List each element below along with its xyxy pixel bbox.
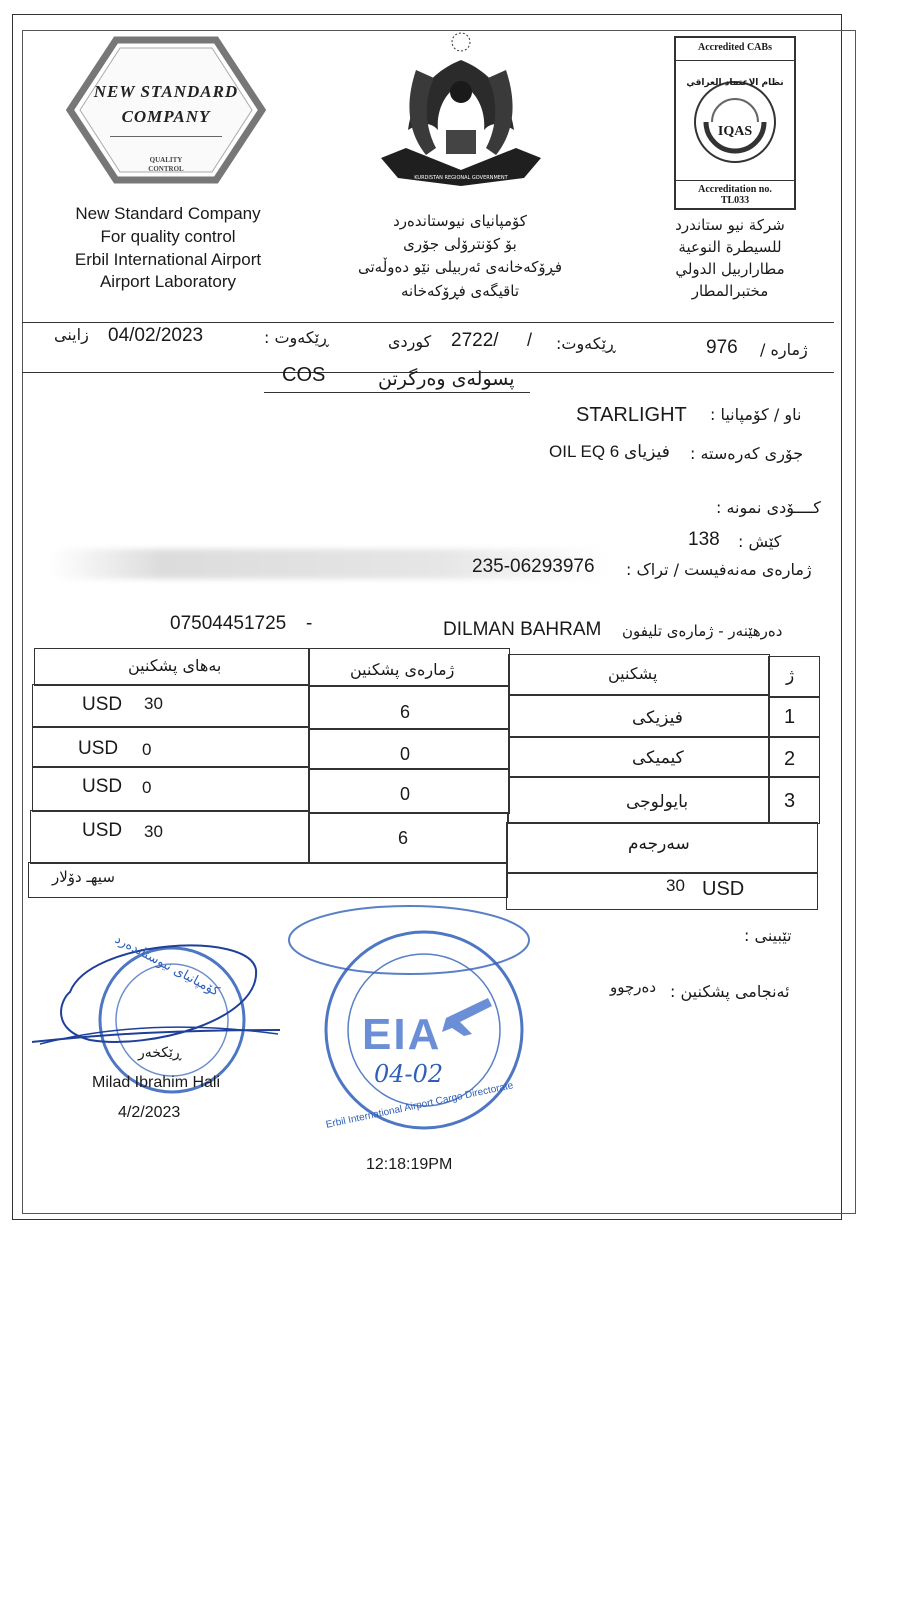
row1-currency: USD [82, 694, 123, 715]
material-label: جۆری کەرەستە : [690, 444, 804, 463]
logo-sub1: QUALITY [149, 156, 183, 164]
eagle-emblem-icon [376, 30, 546, 190]
logo-line2: COMPANY [121, 107, 211, 126]
total-label: سەرجەم [628, 834, 690, 854]
accreditation-logo-text: IQAS [717, 124, 753, 139]
eia-ring-text: Erbil International Airport Cargo Directorate [324, 1080, 515, 1131]
eia-stamp [284, 900, 534, 1130]
row3-test: بایولوجی [626, 792, 689, 812]
row2-count: 0 [400, 744, 411, 764]
row2-no: 2 [784, 748, 796, 770]
table-words-right [506, 872, 818, 910]
company-ku-3: فڕۆکەخانەی ئەربیلی نێو دەوڵەتی [357, 258, 562, 276]
result-label: ئەنجامی پشکنین : [670, 982, 790, 1001]
emblem-caption: KURDISTAN REGIONAL GOVERNMENT [414, 175, 508, 181]
row3-count: 0 [400, 784, 411, 804]
kurdish-label: کوردی [388, 332, 432, 351]
words-currency: USD [702, 878, 745, 900]
accreditation-bottom2: TL033 [720, 195, 750, 206]
row1-no: 1 [784, 706, 796, 728]
row3-amount: 0 [142, 778, 152, 797]
table-row-2-price [32, 726, 310, 768]
company-en-1: New Standard Company [75, 204, 261, 223]
row2-test: کیمیکی [632, 748, 684, 768]
company-logo [66, 36, 266, 184]
accreditation-box [674, 36, 796, 210]
logo-divider [110, 136, 222, 137]
material-value: OIL EQ 6 فیزیای [549, 442, 670, 461]
accreditation-top: Accredited CABs [698, 42, 772, 53]
number-value: 976 [706, 337, 738, 358]
title-underline [264, 392, 530, 393]
company-value: STARLIGHT [576, 404, 687, 426]
table-row-3-price [32, 766, 310, 812]
company-label: ناو / کۆمپانیا : [710, 405, 802, 424]
header-no-text: ژ [786, 666, 795, 686]
left-stamp-text: کۆمپانیای نیوستاندەرد [112, 931, 222, 1000]
kurdistan-emblem [376, 30, 546, 190]
company-ar-1: شركة نيو ستاندرد [675, 216, 785, 234]
table-row-1-price [32, 684, 310, 728]
row1-count: 6 [400, 702, 411, 722]
notes-label: تێبینی : [744, 926, 792, 945]
row3-currency: USD [82, 776, 123, 797]
row3-no: 3 [784, 790, 796, 812]
gregorian-label: زاینی [54, 325, 89, 344]
header-price-text: بەهای پشکنین [128, 656, 222, 675]
company-ku-2: بۆ کۆنترۆلی جۆری [403, 235, 517, 253]
manifest-value: 235-06293976 [472, 556, 595, 577]
manifest-label: ژمارەی مەنەفیست / تراک : [626, 560, 812, 579]
accreditation-bottom-rule [676, 180, 794, 181]
eia-logo-text: EIA [362, 1010, 442, 1059]
sample-code-label: کــــۆدی نمونە : [716, 498, 821, 517]
row1-amount: 30 [144, 694, 163, 713]
applicant-name: DILMAN BAHRAM [443, 619, 602, 640]
result-value: دەرچوو [610, 978, 657, 996]
eia-handwritten-date: 04-02 [374, 1060, 444, 1088]
meta-top-rule [22, 322, 834, 323]
title-en: COS [282, 364, 326, 386]
weight-value: 138 [688, 529, 720, 550]
number-label: ژمارە / [760, 340, 808, 359]
signature-date: 4/2/2023 [118, 1104, 181, 1121]
company-ku-1: کۆمپانیای نیوستاندەرد [393, 212, 527, 230]
logo-sub2: CONTROL [148, 165, 184, 173]
company-ar-2: للسيطرة النوعية [678, 238, 782, 256]
signature-role: ڕێکخەر [138, 1045, 182, 1061]
total-count: 6 [398, 828, 409, 848]
accreditation-arc-text: نظام الاعتماد العراقي [686, 78, 784, 88]
date2-label: ڕێکەوت : [264, 328, 329, 347]
kurdish-date-value: 2722/ [451, 330, 499, 351]
applicant-label: دەرهێنەر - ژمارەی تلیفون [622, 622, 783, 640]
total-currency: USD [82, 820, 123, 841]
weight-label: کێش : [738, 532, 782, 551]
row1-test: فیزیکی [632, 708, 683, 728]
company-en-2: For quality control [100, 227, 236, 246]
applicant-phone: 07504451725 [170, 613, 287, 634]
footer-time: 12:18:19PM [366, 1156, 453, 1173]
company-en-4: Airport Laboratory [99, 272, 237, 291]
table-total-price [30, 810, 310, 864]
accreditation-bottom1: Accreditation no. [698, 184, 772, 195]
company-ku-4: تاقیگەی فڕۆکەخانە [400, 282, 520, 300]
row2-currency: USD [78, 738, 119, 759]
gregorian-date: 04/02/2023 [108, 325, 204, 346]
date-label: ڕێکەوت: [556, 334, 616, 353]
signature-name: Milad Ibrahim Hali [92, 1074, 221, 1091]
company-ar-3: مطاراربيل الدولي [675, 260, 785, 278]
total-amount: 30 [144, 822, 163, 841]
header-count-text: ژمارەی پشکنین [350, 660, 455, 679]
total-in-words: سیهـ دۆلار [52, 868, 115, 886]
row2-amount: 0 [142, 740, 152, 759]
accreditation-top-rule [676, 60, 794, 61]
kurdish-date-prefix: / [527, 330, 533, 350]
company-ar-4: مختبرالمطار [691, 282, 769, 300]
phone-dash: - [306, 613, 313, 634]
title-ku: پسولەی وەرگرتن [378, 368, 515, 390]
company-en-3: Erbil International Airport [74, 250, 262, 269]
words-amount: 30 [666, 876, 685, 895]
header-test-text: پشکنین [608, 664, 658, 683]
logo-line1: NEW STANDARD [93, 82, 239, 101]
